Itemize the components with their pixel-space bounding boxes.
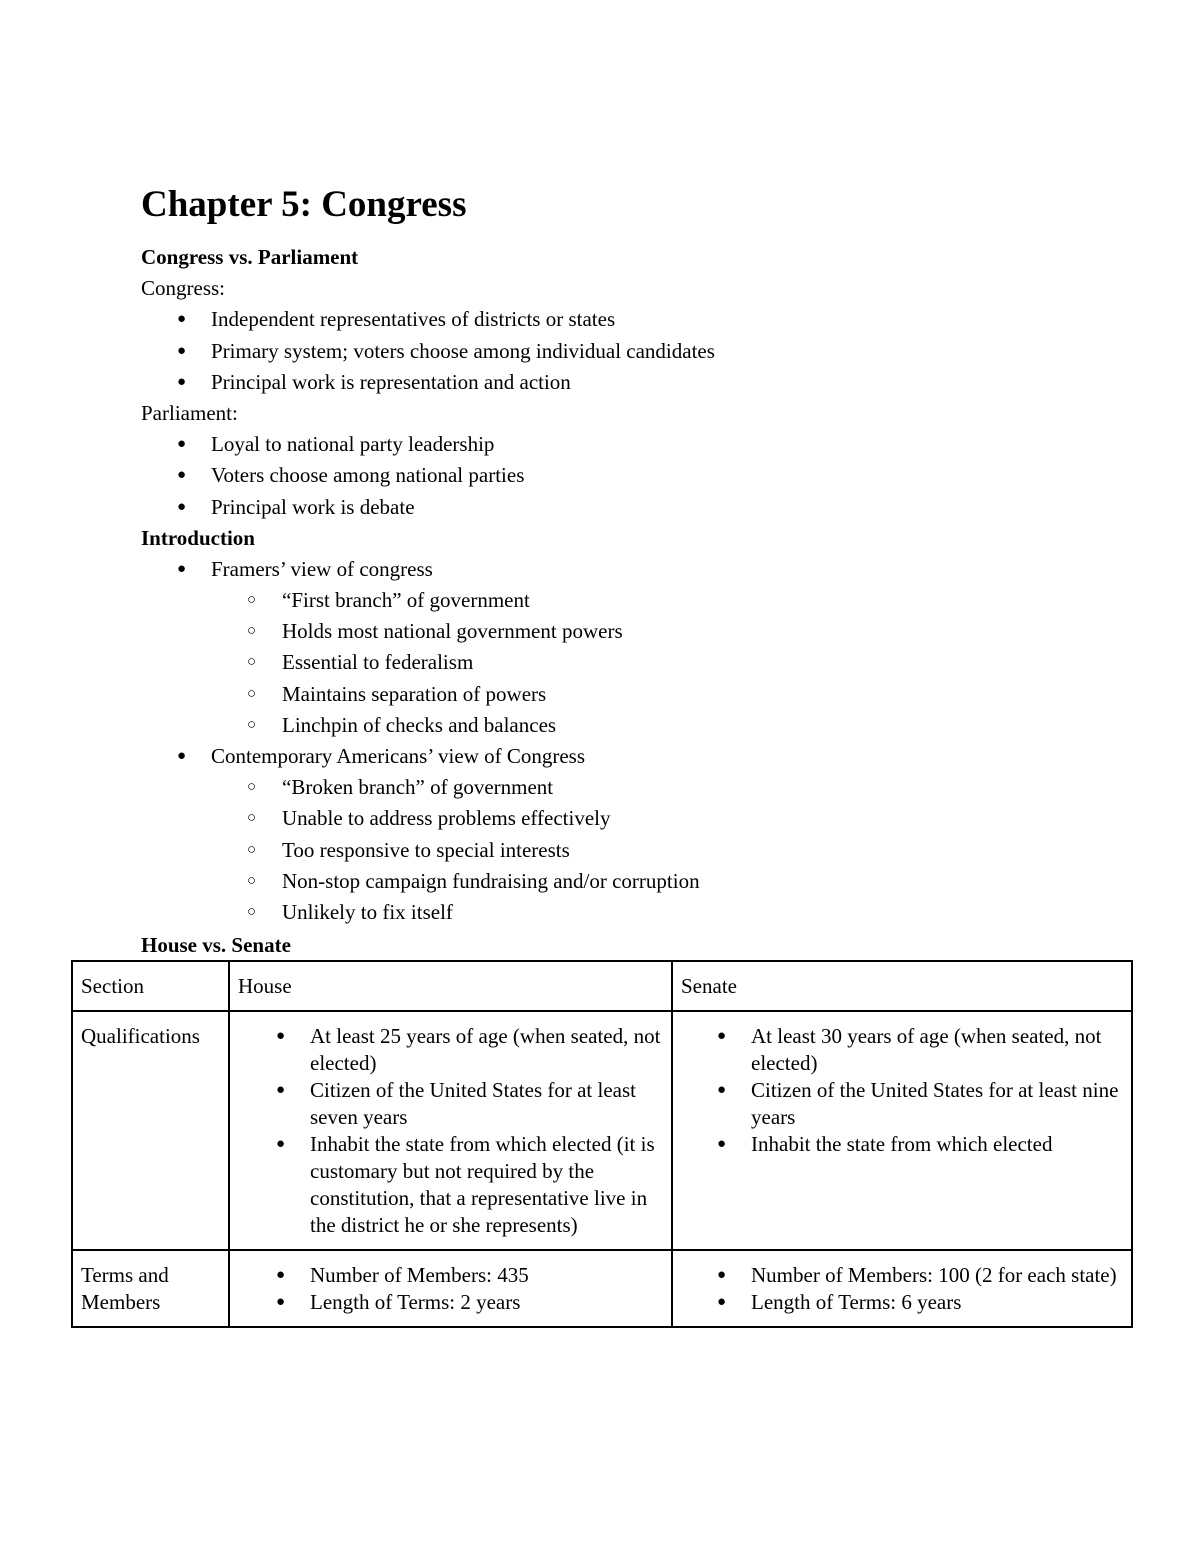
bullet-icon: ● <box>717 1294 727 1310</box>
bullet-icon: ● <box>717 1028 727 1044</box>
sub-list-item: ○ Holds most national government powers <box>141 616 1141 647</box>
table-row <box>72 1250 1132 1327</box>
list-item: ● Citizen of the United States for at least nine years <box>717 1078 1119 1129</box>
bullet-icon: ● <box>177 748 187 764</box>
list-item: ● Voters choose among national parties <box>141 460 1141 491</box>
list-item: ● Independent representatives of districts or states <box>141 304 1141 335</box>
bullet-icon: ● <box>276 1136 286 1152</box>
bullet-icon: ● <box>177 311 187 328</box>
bullet-icon: ● <box>276 1267 286 1283</box>
list-item: ● Primary system; voters choose among individual candidates <box>141 336 1141 367</box>
hollow-bullet-icon: ○ <box>247 716 257 733</box>
hollow-bullet-icon: ○ <box>247 841 257 858</box>
bullet-icon: ● <box>177 373 187 390</box>
table-header-row <box>72 961 1132 1011</box>
bullet-icon: ● <box>177 436 187 453</box>
comparison-table <box>71 960 1133 1328</box>
row-section-cell: Qualifications <box>72 1011 229 1250</box>
table-header-cell: House <box>229 961 672 1011</box>
senate-cell <box>672 1250 1132 1327</box>
sub-list-item: ○ Too responsive to special interests <box>141 835 1141 866</box>
hollow-bullet-icon: ○ <box>247 685 257 702</box>
senate-cell <box>672 1011 1132 1250</box>
hollow-bullet-icon: ○ <box>247 903 257 920</box>
list-item: ● Principal work is representation and action <box>141 367 1141 398</box>
list-item: ● Inhabit the state from which elected <box>717 1132 1053 1156</box>
page-title: Chapter 5: Congress <box>141 184 467 225</box>
row-section-cell: Terms and Members <box>72 1250 229 1327</box>
list-item: ● Framers’ view of congress <box>141 554 1141 585</box>
table-title: House vs. Senate <box>141 933 291 957</box>
list-item: ● Number of Members: 435 <box>276 1263 529 1287</box>
hollow-bullet-icon: ○ <box>247 592 257 609</box>
list-item: ● Length of Terms: 2 years <box>276 1290 521 1314</box>
sub-list-item: ○ Essential to federalism <box>141 647 1141 678</box>
table-row <box>72 1011 1132 1250</box>
table-header-cell: Section <box>72 961 229 1011</box>
list-item: ● At least 30 years of age (when seated, not elected) <box>717 1024 1102 1075</box>
house-cell <box>229 1011 672 1250</box>
list-item: ● At least 25 years of age (when seated, not elected) <box>276 1024 661 1075</box>
section-heading: Congress vs. Parliament <box>141 245 359 269</box>
bullet-icon: ● <box>177 560 187 577</box>
list-item: ● Citizen of the United States for at least seven years <box>276 1078 636 1129</box>
hollow-bullet-icon: ○ <box>247 623 257 640</box>
sub-list-item: ○ Linchpin of checks and balances <box>141 710 1141 741</box>
parliament-label: Parliament: <box>141 400 238 425</box>
list-item: ● Length of Terms: 6 years <box>717 1290 962 1314</box>
congress-label: Congress: <box>141 276 225 301</box>
list-item: ● Principal work is debate <box>141 492 1141 523</box>
bullet-icon: ● <box>177 342 187 359</box>
table-header-cell: Senate <box>672 961 1132 1011</box>
bullet-icon: ● <box>276 1082 286 1098</box>
sub-list-item: ○ Unlikely to fix itself <box>141 897 1141 928</box>
sub-list-item: ○ Maintains separation of powers <box>141 679 1141 710</box>
house-cell <box>229 1250 672 1327</box>
notes-body <box>141 242 1141 928</box>
sub-list-item: ○ Unable to address problems effectively <box>141 803 1141 834</box>
list-item: ● Number of Members: 100 (2 for each state) <box>717 1263 1117 1287</box>
list-item: ● Inhabit the state from which elected (it is customary but not required by the constitution, that a representative live in the district he or she represents) <box>276 1132 655 1237</box>
bullet-icon: ● <box>276 1294 286 1310</box>
list-item: ● Contemporary Americans’ view of Congress <box>141 741 1141 772</box>
section-heading: Introduction <box>141 525 255 550</box>
hollow-bullet-icon: ○ <box>247 810 257 827</box>
bullet-icon: ● <box>276 1028 286 1044</box>
bullet-icon: ● <box>717 1082 727 1098</box>
sub-list-item: ○ “Broken branch” of government <box>141 772 1141 803</box>
bullet-icon: ● <box>717 1136 727 1152</box>
sub-list-item: ○ “First branch” of government <box>141 585 1141 616</box>
hollow-bullet-icon: ○ <box>247 872 257 889</box>
bullet-icon: ● <box>717 1267 727 1283</box>
hollow-bullet-icon: ○ <box>247 779 257 796</box>
sub-list-item: ○ Non-stop campaign fundraising and/or corruption <box>141 866 1141 897</box>
list-item: ● Loyal to national party leadership <box>141 429 1141 460</box>
bullet-icon: ● <box>177 467 187 484</box>
bullet-icon: ● <box>177 498 187 515</box>
hollow-bullet-icon: ○ <box>247 654 257 671</box>
